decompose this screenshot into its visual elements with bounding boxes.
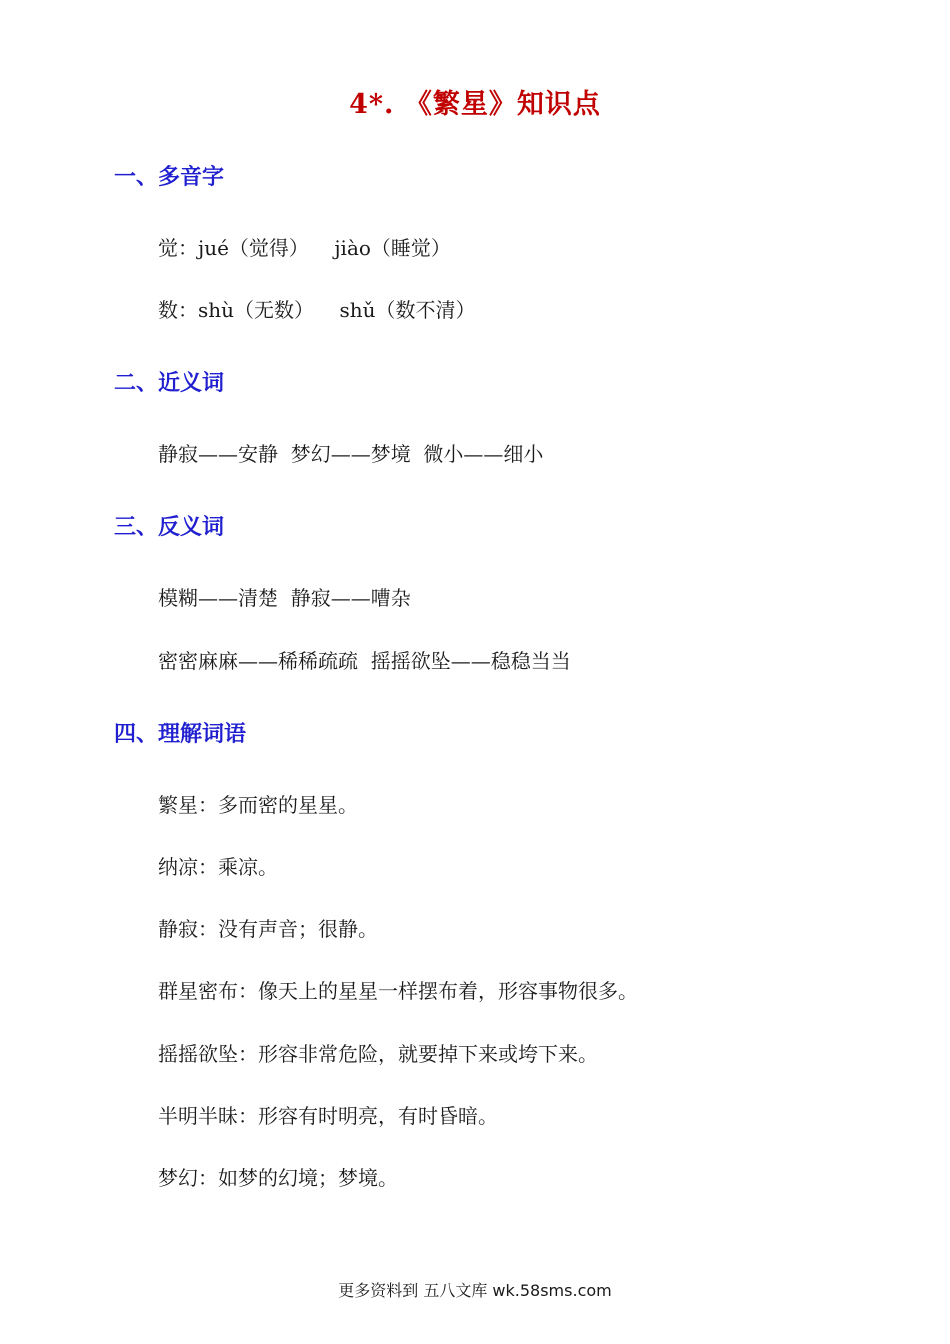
polyphone-line-shu: 数：shù（无数） shǔ（数不清）: [158, 298, 476, 322]
vocab-line-menghuan: 梦幻：如梦的幻境；梦境。: [158, 1166, 398, 1190]
vocab-line-yaoyaoyuzhui: 摇摇欲坠：形容非常危险，就要掉下来或垮下来。: [158, 1042, 598, 1066]
vocab-line-naliang: 纳凉：乘凉。: [158, 855, 278, 879]
section-heading-vocabulary: 四、理解词语: [114, 722, 247, 747]
vocab-line-qunxingmibu: 群星密布：像天上的星星一样摆布着，形容事物很多。: [158, 979, 638, 1003]
antonym-line-1: 模糊——清楚 静寂——嘈杂: [158, 586, 411, 610]
vocab-line-jingji: 静寂：没有声音；很静。: [158, 917, 378, 941]
section-heading-antonyms: 三、反义词: [114, 515, 225, 540]
section-heading-polyphones: 一、多音字: [114, 165, 225, 190]
polyphone-line-jue: 觉：jué（觉得） jiào（睡觉）: [158, 236, 451, 260]
vocab-line-fanxing: 繁星：多而密的星星。: [158, 793, 358, 817]
footer-watermark-text: 更多资料到 五八文库 wk.58sms.com: [338, 1281, 612, 1300]
vocab-line-banmingbanmei: 半明半昧：形容有时明亮，有时昏暗。: [158, 1104, 498, 1128]
antonym-line-2: 密密麻麻——稀稀疏疏 摇摇欲坠——稳稳当当: [158, 649, 571, 673]
synonym-line: 静寂——安静 梦幻——梦境 微小——细小: [158, 442, 544, 466]
section-heading-synonyms: 二、近义词: [114, 371, 225, 396]
page-title: 4*. 《繁星》知识点: [349, 89, 601, 120]
